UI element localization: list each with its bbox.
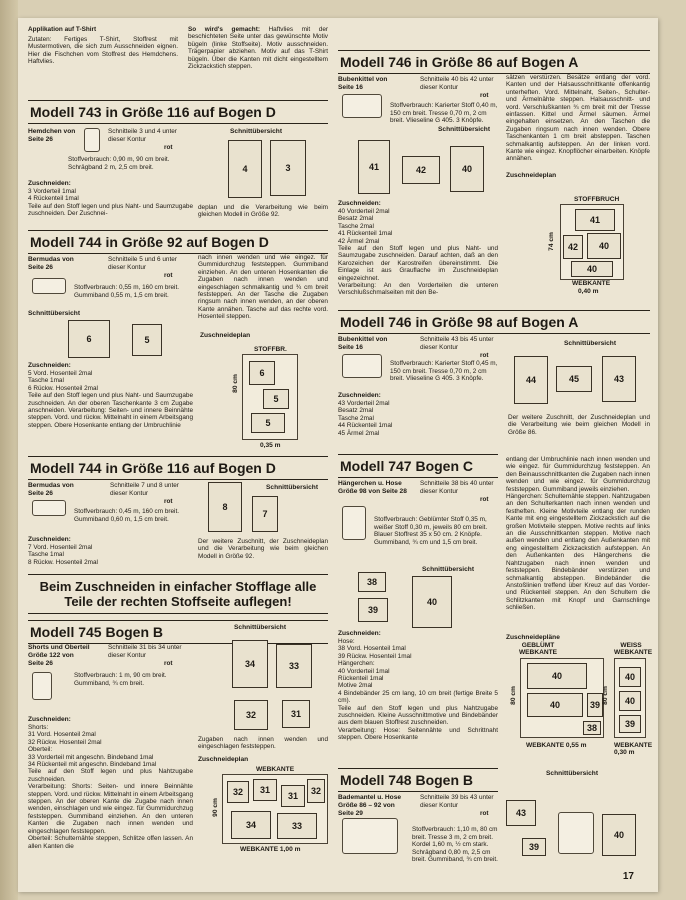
modell-747-zuschneiden: Hose: 38 Vord. Hosenteil 1mal 39 Rückw. Hosenteil 1mal Hängerchen: 40 Vorderteil 1mal Rückenteil 1mal Motive 2mal 4 Bindebänder 25 cm lang, 10 cm breit (fertige Breite 5 cm). Teile auf den Stoff legen und plus Nahtzugabe zuschneiden. Kleine Ausschnittmotive und Bindebänder aus dem blauen Stoffrest zuschneiden. Verarbeitung: Hose: Seitennähte und Schrittnaht steppen. Obere Hosenkante xyxy=(338,638,498,742)
modell-747-cutting-plan-gebluemt xyxy=(520,658,604,738)
magazine-spine xyxy=(0,0,18,900)
modell-746b-zuschneiden: 43 Vorderteil 2mal Besatz 2mal Tasche 2mal 44 Rückenteil 1mal 45 Ärmel 2mal xyxy=(338,400,393,437)
modell-746a-piece-40: 40 xyxy=(450,146,484,192)
modell-747-plan-38: 38 xyxy=(583,721,601,735)
modell-745-webkante-bottom: WEBKANTE 1,00 m xyxy=(240,846,301,853)
modell-746b-item: Bubenkittel von Seite 16 xyxy=(338,336,388,351)
modell-744a-piece-5: 5 xyxy=(132,324,162,356)
modell-744a-plan-piece-6: 6 xyxy=(249,361,275,385)
applikation-title: Applikation auf T-Shirt xyxy=(28,26,97,33)
modell-744b-item: Bermudas von Seite 26 xyxy=(28,482,74,497)
modell-744b-schnittuebersicht: Schnittübersicht xyxy=(266,484,319,491)
modell-748-piece-39: 39 xyxy=(522,838,546,856)
modell-746b-piece-45: 45 xyxy=(556,366,592,392)
modell-747-dim-v1: 80 cm xyxy=(509,686,517,705)
modell-747-zuschneiden-title: Zuschneiden: xyxy=(338,630,381,637)
hinweis-line-1: Beim Zuschneiden in einfacher Stofflage alle xyxy=(39,579,317,594)
modell-746a-plan-41: 41 xyxy=(575,209,615,231)
modell-745-zuschneideplan: Zuschneideplan xyxy=(198,756,249,763)
modell-746a-sketch xyxy=(342,94,382,118)
modell-747-item: Hängerchen u. Hose Größe 98 von Seite 28 xyxy=(338,480,407,495)
modell-748-schnitt: Schnitteile 39 bis 43 unter dieser Kontur xyxy=(420,794,494,809)
modell-747-sketch xyxy=(342,506,366,540)
modell-748-piece-outline xyxy=(558,812,594,854)
modell-743-zuschneiden-title: Zuschneiden: xyxy=(28,180,71,187)
so-wirds-gemacht-text: Haftvlies mit der beschichteten Seite unter das gewünschte Motiv bügeln (linke Stoffseite). Motiv ausschneiden. Trägerpapier abziehen. Motiv auf das T-Shirt bügeln. Über die Kanten mit dicht eingestelltem Zickzackstich steppen. xyxy=(188,26,328,71)
modell-747-plan-39: 39 xyxy=(587,693,603,717)
modell-747-plan-40b: 40 xyxy=(527,693,583,717)
modell-743-schnitt: Schnitteile 3 und 4 unter dieser Kontur xyxy=(108,128,177,143)
modell-747-schnitt: Schnitteile 38 bis 40 unter dieser Kontur xyxy=(420,480,494,495)
modell-748-item: Bademantel u. Hose Größe 86 – 92 von Seite 29 xyxy=(338,794,402,817)
modell-747-gebluemt: GEBLÜMT WEBKANTE xyxy=(518,642,558,656)
modell-747-plan-40d: 40 xyxy=(619,691,641,711)
modell-747-rot: rot xyxy=(480,496,489,503)
modell-743-piece-4: 4 xyxy=(228,140,262,198)
modell-745-schnittuebersicht: Schnittübersicht xyxy=(234,624,287,631)
page-number: 17 xyxy=(622,871,634,882)
modell-745-zuschneiden: Shorts: 31 Vord. Hosenteil 2mal 32 Rückw. Hosenteil 2mal Oberteil: 33 Vorderteil mit angeschn. Bindeband 1mal 34 Rückenteil mit angeschn. Bindeband 1mal Teile auf den Stoff legen und plus Nahtzugabe zuschneiden. Verarbeitung: Shorts: Seiten- und innere Beinnähte steppen. Vord. und rückw. Mittelnaht in einem Arbeitsgang steppen. An der oberen Kante die Zugabe nach innen wenden, einschlagen und wie eingez. für Gummidurchzug feststeppen. Gummiband einziehen. An den unteren Kanten die Zugaben nach innen wenden und eingeschlagen feststeppen. Oberteil: Schulternähte steppen, Schlitze offen lassen. An allen Kanten die xyxy=(28,724,193,850)
modell-747-webkante-gebluemt: WEBKANTE 0,55 m xyxy=(526,742,587,749)
modell-744b-piece-8: 8 xyxy=(208,482,242,532)
modell-746b-cont: Der weitere Zuschnitt, der Zuschneideplan und die Verarbeitung wie beim gleichen Modell in Größe 86. xyxy=(508,414,650,436)
modell-746a-zuschneiden: 40 Vorderteil 2mal Besatz 2mal Tasche 2mal 41 Rückenteil 1mal 42 Ärmel 2mal Teile auf den Stoff legen und plus Naht- und Saumzugabe zuschneiden. Darauf achten, daß an den Karozeichen der Karostreifen übereinstimmt. Die Einlage ist aus Grauflache im Zuschneideplan eingezeichnet. Verarbeitung: An den Vorderteilen die unteren Verschlußschmalseiten mit den Be- xyxy=(338,208,498,297)
modell-744b-cont: Der weitere Zuschnitt, der Zuschneideplan und die Verarbeitung wie beim gleichen Modell in Größe 92. xyxy=(198,538,328,560)
modell-745-schnitt: Schnitteile 31 bis 34 unter dieser Kontur xyxy=(108,644,182,659)
modell-744a-dim-h: 0,35 m xyxy=(260,442,281,449)
modell-745-dim-v: 90 cm xyxy=(211,798,219,817)
modell-744b-zuschneiden: 7 Vord. Hosenteil 2mal Tasche 1mal 8 Rückw. Hosenteil 2mal xyxy=(28,544,98,566)
modell-744a-item: Bermudas von Seite 26 xyxy=(28,256,74,271)
modell-745-webkante-top: WEBKANTE xyxy=(256,766,295,773)
modell-746b-rot: rot xyxy=(480,352,489,359)
modell-747-webkante-weiss: WEBKANTE 0,30 m xyxy=(614,742,653,756)
modell-744b-zuschneiden-title: Zuschneiden: xyxy=(28,536,71,543)
applikation-text: Zutaten: Fertiges T-Shirt, Stoffrest mit Mustermotiven, die sich zum Ausschneiden eignen. Hier die Fischchen vom Stoffrest des Hemdchens. Haftvlies. xyxy=(28,36,178,66)
modell-747-plan-39b: 39 xyxy=(619,715,641,733)
modell-746a-plan-40b: 40 xyxy=(571,261,613,277)
modell-743-item: Hemdchen von Seite 26 xyxy=(28,128,76,143)
modell-744a-rot: rot xyxy=(164,272,173,279)
modell-743-cont: deplan und die Verarbeitung wie beim gleichen Modell in Größe 92. xyxy=(198,204,328,219)
right-column xyxy=(338,24,653,884)
modell-744a-zuschneideplan: Zuschneideplan xyxy=(200,332,251,339)
modell-746a-dim-h: 0,40 m xyxy=(578,288,599,295)
modell-744a-section xyxy=(28,230,328,456)
modell-744a-zuschneiden-title: Zuschneiden: xyxy=(28,362,71,369)
modell-746a-item: Bubenkittel von Seite 16 xyxy=(338,76,388,91)
modell-746a-plan-40: 40 xyxy=(587,233,621,259)
modell-745-col2: Zugaben nach innen wenden und eingeschlagen feststeppen. xyxy=(198,736,328,751)
modell-744a-cutting-plan xyxy=(242,354,298,440)
modell-744a-schnitt: Schnitteile 5 und 6 unter dieser Kontur xyxy=(108,256,177,271)
modell-745-plan-31a: 31 xyxy=(253,779,277,801)
modell-744b-section xyxy=(28,456,328,570)
modell-745-piece-34: 34 xyxy=(232,640,268,688)
modell-744b-stoff: Stoffverbrauch: 0,45 m, 160 cm breit. Gummiband 0,60 m, 1,5 cm breit. xyxy=(74,508,180,523)
modell-746a-piece-42: 42 xyxy=(402,156,440,184)
modell-745-stoff: Stoffverbrauch: 1 m, 90 cm breit. Gummiband, ¾ cm breit. xyxy=(74,672,167,687)
modell-747-cutting-plan-weiss xyxy=(614,658,646,738)
modell-746a-webkante: WEBKANTE xyxy=(572,280,611,287)
modell-745-plan-33: 33 xyxy=(277,813,317,839)
modell-746b-piece-43: 43 xyxy=(602,356,636,402)
modell-748-piece-43: 43 xyxy=(506,800,536,826)
modell-745-piece-31: 31 xyxy=(282,700,310,728)
modell-745-plan-31b: 31 xyxy=(281,785,305,807)
modell-746a-section xyxy=(338,50,650,302)
modell-744b-piece-7: 7 xyxy=(252,496,278,532)
modell-747-weiss: WEISS WEBKANTE xyxy=(614,642,653,656)
modell-744b-sketch xyxy=(32,500,66,516)
modell-744a-sketch xyxy=(32,278,66,294)
modell-747-piece-38: 38 xyxy=(358,572,386,592)
modell-743-sketch xyxy=(84,128,100,152)
modell-745-plan-32b: 32 xyxy=(307,779,325,803)
modell-744a-heading: Modell 744 in Größe 92 auf Bogen D xyxy=(28,230,328,254)
modell-743-schnittuebersicht: Schnittübersicht xyxy=(230,128,283,135)
modell-747-plan-40c: 40 xyxy=(619,667,641,687)
modell-747-schnittuebersicht: Schnittübersicht xyxy=(422,566,475,573)
modell-746b-piece-44: 44 xyxy=(514,356,548,404)
modell-747-heading: Modell 747 Bogen C xyxy=(338,454,498,478)
modell-743-piece-3: 3 xyxy=(270,140,306,196)
modell-747-section xyxy=(338,454,653,764)
hinweis-line-2: Teile der rechten Stoffseite auflegen! xyxy=(64,594,292,609)
modell-746a-zuschneiden-title: Zuschneiden: xyxy=(338,200,381,207)
modell-744b-heading: Modell 744 in Größe 116 auf Bogen D xyxy=(28,456,328,480)
modell-746b-heading: Modell 746 in Größe 98 auf Bogen A xyxy=(338,310,650,334)
modell-743-stoff: Stoffverbrauch: 0,90 m, 90 cm breit. Schrägband 2 m, 2,5 cm breit. xyxy=(68,156,170,171)
modell-745-cutting-plan xyxy=(222,774,328,844)
modell-744a-stoff: Stoffverbrauch: 0,55 m, 160 cm breit. Gummiband 0,55 m, 1,5 cm breit. xyxy=(74,284,180,299)
modell-744a-col2: nach innen wenden und wie eingez. für Gummidurchzug feststeppen. Gummiband einziehen. An den unteren Hosenkanten die Zugaben nach innen wenden und eingeschlagen schmalkantig und ¾ cm breit feststeppen. An der Tasche die Zugaben ringsum nach innen wenden, an der oberen Kante annähen. Tasche auf das rechte vord. Hosenteil steppen. xyxy=(198,254,328,321)
modell-746b-schnitt: Schnitteile 43 bis 45 unter dieser Kontur xyxy=(420,336,494,351)
modell-746a-rot: rot xyxy=(480,92,489,99)
modell-745-zuschneiden-title: Zuschneiden: xyxy=(28,716,71,723)
modell-744a-stoffbr: STOFFBR. xyxy=(254,346,287,353)
modell-747-dim-v2: 80 cm xyxy=(601,686,609,705)
modell-744a-plan-piece-5: 5 xyxy=(263,389,289,409)
modell-743-rot: rot xyxy=(164,144,173,151)
modell-744b-schnitt: Schnitteile 7 und 8 unter dieser Kontur xyxy=(110,482,179,497)
modell-745-plan-34: 34 xyxy=(231,811,271,839)
modell-748-schnittuebersicht: Schnittübersicht xyxy=(546,770,599,777)
modell-747-zuschneideplaene: Zuschneidepläne xyxy=(506,634,560,641)
so-wirds-gemacht-label: So wird's gemacht: xyxy=(188,26,260,33)
modell-748-sketch xyxy=(342,818,398,854)
modell-746a-cutting-plan xyxy=(560,204,624,280)
modell-744a-dim-v: 80 cm xyxy=(231,374,239,393)
modell-748-section xyxy=(338,768,650,890)
modell-746a-col2: sätzen verstürzen. Besätze entlang der vord. Kanten und der Halsausschnittkante offenkantig unterheften. Vord. Mittelnaht, Seiten-, Schulter- und Ärmelnähte steppen. Halsausschnitt- und vord. Verschlußkanten ¾ cm breit mit der Tresse einfassen. Kittel und Ärmel säumen. Ärmel eingehalten einsetzen. An den Taschen die Zugaben ringsum nach innen wenden. Obere Taschenkanten 1 cm breit absteppen. Taschen schmalkantig aufsteppen. An der linken vord. Kante wie eingez. Knopflöcher einarbeiten. Knöpfe annähen. xyxy=(506,74,650,163)
modell-745-piece-32: 32 xyxy=(234,700,268,730)
modell-746b-section xyxy=(338,310,650,450)
modell-746a-dim-v: 74 cm xyxy=(547,232,555,251)
modell-745-piece-33: 33 xyxy=(276,644,312,688)
modell-747-col2: entlang der Umbruchlinie nach innen wenden und wie eingez. für Gummidurchzug feststeppen. An den Beinausschnittkanten die Zugaben nach innen wenden und wie eingez. für Gummidurchzug feststeppen. Gummiband jeweils einziehen. Hängerchen: Schulternähte steppen. Nahtzugaben an den Schulterkanten nach innen wenden und festheften. Kleine Motivteile entlang der runden Kante mit eng eingestelltem Zickzackstich auf die großen Motivteile steppen. Motive rechts auf links an die Ausschnittkanten steppen. Motive nach außen wenden und entlang den Außenkanten mit eng eingestelltem Zickzackstich aufsteppen. An den Außenkanten des Hängerchens die Nahtzugaben nach innen wenden und feststeppen. Bindebänder verstürzen und schmalkantig absteppen. Bindebänder die Anstoßlinien treffend über Kreuz auf das Vorder- und Rückenteil steppen. An den Schultern die Schlitzkanten mit Knopf und Garnschlinge schließen. xyxy=(506,456,650,612)
hinweis-banner xyxy=(28,574,328,614)
modell-746b-stoff: Stoffverbrauch: Karierter Stoff 0,45 m, 150 cm breit. Tresse 0,70 m, 2 cm breit. Vlieseline G 405. 3 Knöpfe. xyxy=(390,360,498,383)
modell-746a-heading: Modell 746 in Größe 86 auf Bogen A xyxy=(338,50,650,74)
modell-747-plan-40a: 40 xyxy=(527,663,587,689)
modell-743-heading: Modell 743 in Größe 116 auf Bogen D xyxy=(28,100,328,124)
applikation-section xyxy=(28,24,328,96)
modell-745-sketch xyxy=(32,672,52,700)
modell-746a-stoff: Stoffverbrauch: Karierter Stoff 0,40 m, 150 cm breit. Tresse 0,70 m, 2 cm breit. Vlieseline G 405. 3 Knöpfe. xyxy=(390,102,498,125)
so-wirds-gemacht xyxy=(188,26,328,70)
modell-746a-zuschneideplan: Zuschneideplan xyxy=(506,172,557,179)
modell-747-piece-40: 40 xyxy=(412,576,452,628)
modell-744a-zuschneiden: 5 Vord. Hosenteil 2mal Tasche 1mal 6 Rückw. Hosenteil 2mal Teile auf den Stoff legen und plus Naht- und Saumzugabe zuschneiden. An der oberen Taschenkante 3 cm Zugabe anschneiden. Verarbeitung: Seiten- und innere Beinnähte steppen. Vord. und rückw. Mittelnaht in einem Arbeitsgang steppen. Obere Hosenkante entlang der Umbruchlinie xyxy=(28,370,193,429)
modell-744a-schnittuebersicht: Schnittübersicht xyxy=(28,310,81,317)
modell-747-piece-39: 39 xyxy=(358,598,388,622)
modell-746a-schnittuebersicht: Schnittübersicht xyxy=(438,126,491,133)
modell-744b-rot: rot xyxy=(164,498,173,505)
modell-744a-plan-piece-5b: 5 xyxy=(251,413,285,433)
modell-747-stoff: Stoffverbrauch: Geblümter Stoff 0,35 m, weißer Stoff 0,30 m, jeweils 80 cm breit. Blauer Stoffrest 35 x 50 cm. 2 Knöpfe. Gummiband, ¾ cm und 1,5 cm breit. xyxy=(374,516,488,546)
modell-746b-schnittuebersicht: Schnittübersicht xyxy=(564,340,617,347)
modell-745-item: Shorts und Oberteil Größe 122 von Seite 26 xyxy=(28,644,90,667)
modell-743-section xyxy=(28,100,328,228)
modell-746a-plan-42: 42 xyxy=(563,235,583,259)
left-column xyxy=(28,24,328,884)
page xyxy=(18,18,658,892)
modell-746a-schnitt: Schnitteile 40 bis 42 unter dieser Kontur xyxy=(420,76,494,91)
modell-745-plan-32a: 32 xyxy=(227,781,249,803)
modell-746b-zuschneiden-title: Zuschneiden: xyxy=(338,392,381,399)
modell-748-piece-40: 40 xyxy=(602,814,636,856)
modell-748-heading: Modell 748 Bogen B xyxy=(338,768,498,792)
modell-745-section xyxy=(28,620,328,888)
modell-744a-piece-6: 6 xyxy=(68,320,110,358)
modell-748-stoff: Stoffverbrauch: 1,10 m, 80 cm breit. Tresse 3 m, 2 cm breit. Kordel 1,60 m, ½ cm stark. Schrägband 0,80 m, 2,5 cm breit. Gummiband, ¾ cm breit. xyxy=(412,826,498,864)
modell-746a-piece-41: 41 xyxy=(358,140,390,194)
modell-745-rot: rot xyxy=(164,660,173,667)
modell-743-zuschneiden: 3 Vorderteil 1mal 4 Rückenteil 1mal Teile auf den Stoff legen und plus Naht- und Saumzugabe zuschneiden. Der Zuschnei- xyxy=(28,188,193,218)
modell-746b-sketch xyxy=(342,354,382,378)
modell-745-heading: Modell 745 Bogen B xyxy=(28,620,328,644)
modell-746a-stoffbruch: STOFFBRUCH xyxy=(574,196,620,203)
modell-748-rot: rot xyxy=(480,810,489,817)
